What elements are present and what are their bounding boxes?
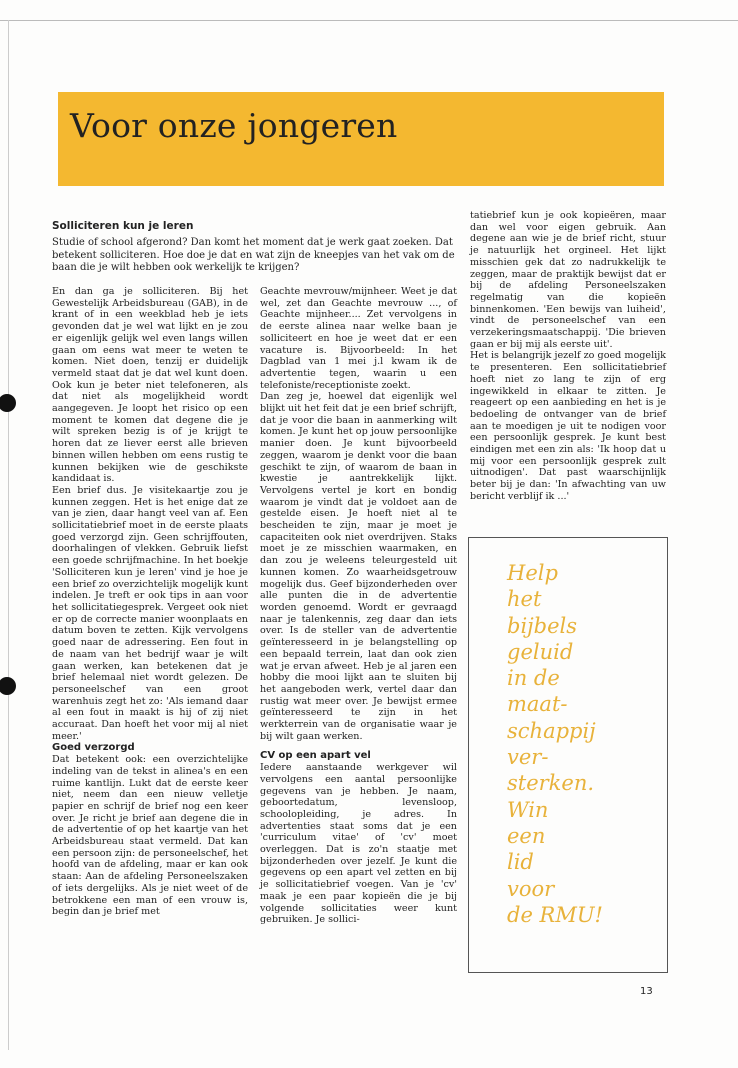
paragraph: Iedere aanstaande werkgever wil vervolgens een aantal persoonlijke gegevens van je hebben. Je naam, geboortedatum, levensloop, schoolopleiding, je adres. In advertenties staat soms dat je een 'curriculum vitae' of 'cv' moet overleggen. Dat is zo'n staatje met bijzonderheden over jezelf. Je kunt die gegevens op een apart vel zetten en bij je sollicitatiebrief voegen. Van je 'cv' maak je een paar kopieën die je bij volgende sollicitaties weer kunt gebruiken. Je sollici-: [260, 762, 457, 926]
advert-line: voor: [507, 876, 555, 901]
advert-text: [507, 560, 603, 928]
subheading-cv: CV op een apart vel: [260, 750, 371, 762]
subheading-goed-verzorgd: Goed verzorgd: [52, 742, 135, 754]
paragraph: Een brief dus. Je visitekaartje zou je kunnen zeggen. Het is het enige dat ze van je zien, daar hangt veel van af. Een sollicitatiebrief moet in de eerste plaats goed verzorgd zijn. Geen schrijffouten, doorhalingen of vlekken. Gebruik liefst een goede schrijfmachine. In het boekje 'Solliciteren kun je leren' vind je hoe je een brief zo overzichtelijk mogelijk kunt indelen. Je treft er ook tips in aan voor het sollicitatiegesprek. Vergeet ook niet er op de correcte manier woonplaats en datum boven te zetten. Kijk vervolgens goed naar de adressering. Een fout in de naam van het bedrijf waar je wilt gaan werken, kan betekenen dat je brief helemaal niet wordt gelezen. De personeelschef van een groot warenhuis zegt het zo: 'Als iemand daar al een fout in maakt is hij of zij niet accuraat. Dan hoeft het voor mij al niet meer.': [52, 484, 248, 742]
column-3: [470, 210, 666, 503]
page-title: Voor onze jongeren: [70, 106, 398, 145]
paragraph: Dat betekent ook: een overzichtelijke indeling van de tekst in alinea's en een ruime kantlijn. Lukt dat de eerste keer niet, neem dan een nieuw velletje papier en schrijf de brief nog een keer over. Je richt je brief aan degene die in de advertentie of op het kaartje van het Arbeidsbureau staat vermeld. Dat kan een persoon zijn: de personeelschef, het hoofd van de afdeling, maar er kan ook staan: Aan de afdeling Personeelszaken of iets dergelijks. Als je niet weet of de betrokkene een man of een vrouw is, begin dan je brief met: [52, 754, 248, 918]
advert-line: geluid: [507, 639, 574, 664]
page-number: 13: [640, 986, 653, 997]
advert-line: lid: [507, 850, 534, 875]
article-heading: Solliciteren kun je leren: [52, 220, 194, 232]
advert-line: Win: [507, 797, 549, 822]
paragraph: tatiebrief kun je ook kopieëren, maar dan wel voor eigen gebruik. Aan degene aan wie je de brief richt, stuur je natuurlijk het orgineel. Het lijkt misschien gek dat zo nadrukkelijk te zeggen, maar de praktijk bewijst dat er bij de afdeling Personeelszaken regelmatig van die kopieën binnenkomen. 'Een bewijs van luiheid', vindt de personeelschef van een verzekeringsmaatschappij. 'Die brieven gaan er bij mij als eerste uit'.: [470, 210, 666, 350]
column-1: [52, 286, 248, 918]
advert-line: ver-: [507, 745, 549, 770]
scan-edge-left: [8, 20, 9, 1050]
advert-line: sterken.: [507, 771, 595, 796]
advert-line: bijbels: [507, 613, 578, 638]
paragraph: Het is belangrijk jezelf zo goed mogelijk te presenteren. Een sollicitatiebrief hoeft niet zo lang te zijn of erg ingewikkeld in elkaar te zitten. Je reageert op een aanbieding en het is je bedoeling de ontvanger van de brief aan te moedigen je uit te nodigen voor een persoonlijk gesprek. Je kunt best eindigen met een zin als: 'Ik hoop dat u mij voor een persoonlijk gesprek zult uitnodigen'. Dat past waarschijnlijk beter bij je dan: 'In afwachting van uw bericht verblijf ik ...': [470, 350, 666, 502]
advert-line: schappij: [507, 718, 596, 743]
advert-line: Help: [507, 561, 558, 585]
advert-line: een: [507, 823, 546, 848]
paragraph: En dan ga je solliciteren. Bij het Gewestelijk Arbeidsbureau (GAB), in de krant of in een weekblad heb je iets gevonden dat je wel wat lijkt en je zou er eigenlijk gelijk wel even langs willen gaan om eens wat meer te weten te komen. Niet doen, tenzij er duidelijk vermeld staat dat je dat wel kunt doen. Ook kun je beter niet telefoneren, als dat niet als mogelijkheid wordt aangegeven. Je loopt het risico op een moment te komen dat degene die je wilt spreken bezig is of je krijgt te horen dat ze liever eerst alle brieven binnen willen hebben om eens rustig te kunnen bekijken wie de geschikste kandidaat is.: [52, 286, 248, 485]
punch-hole-icon: [0, 394, 16, 412]
paragraph: Geachte mevrouw/mijnheer. Weet je dat wel, zet dan Geachte mevrouw ..., of Geachte mijnheer.... Zet vervolgens in de eerste alinea naar welke baan je solliciteert en hoe je weet dat er een vacature is. Bijvoorbeeld: In het Dagblad van 1 mei j.l kwam ik de advertentie tegen, waarin u een telefoniste/receptioniste zoekt.: [260, 286, 457, 391]
punch-hole-icon: [0, 677, 16, 695]
rmu-advert-box: [468, 537, 668, 973]
advert-line: het: [507, 587, 542, 612]
advert-line: in de: [507, 666, 560, 691]
column-2: [260, 286, 457, 926]
scan-edge-top: [0, 20, 738, 21]
paragraph: Dan zeg je, hoewel dat eigenlijk wel blijkt uit het feit dat je een brief schrijft, dat je voor die baan in aanmerking wilt komen. Je kunt het op jouw persoonlijke manier doen. Je kunt bijvoorbeeld zeggen, waarom je denkt voor die baan geschikt te zijn, of waarom de baan in kwestie je aantrekkelijk lijkt. Vervolgens vertel je kort en bondig waarom je vindt dat je voldoet aan de gestelde eisen. Je hoeft niet al te bescheiden te zijn, maar je moet je capaciteiten ook niet overdrijven. Staks moet je ze misschien waarmaken, en dan zou je weleens teleurgesteld uit kunnen komen. Zo waarheidsgetrouw mogelijk dus. Geef bijzonderheden over alle punten die in de advertentie worden genoemd. Wordt er gevraagd naar je talenkennis, zeg daar dan iets over. Is de steller van de advertentie geïnteresseerd in je belangstelling op een bepaald terrein, laat dan ook zien wat je ervan afweet. Heb je al jaren een hobby die mooi lijkt aan te sluiten bij het aangeboden werk, vertel daar dan rustig wat meer over. Je bewijst ermee geïnteresseerd te zijn in het werkterrein van de organisatie waar je bij wilt gaan werken.: [260, 391, 457, 742]
advert-line: maat-: [507, 692, 568, 717]
article-intro: Studie of school afgerond? Dan komt het moment dat je werk gaat zoeken. Dat betekent solliciteren. Hoe doe je dat en wat zijn de kneepjes van het vak om de baan die je wilt hebben ook werkelijk te krijgen?: [52, 237, 455, 274]
advert-line: de RMU!: [507, 902, 603, 927]
title-banner: [58, 92, 664, 186]
